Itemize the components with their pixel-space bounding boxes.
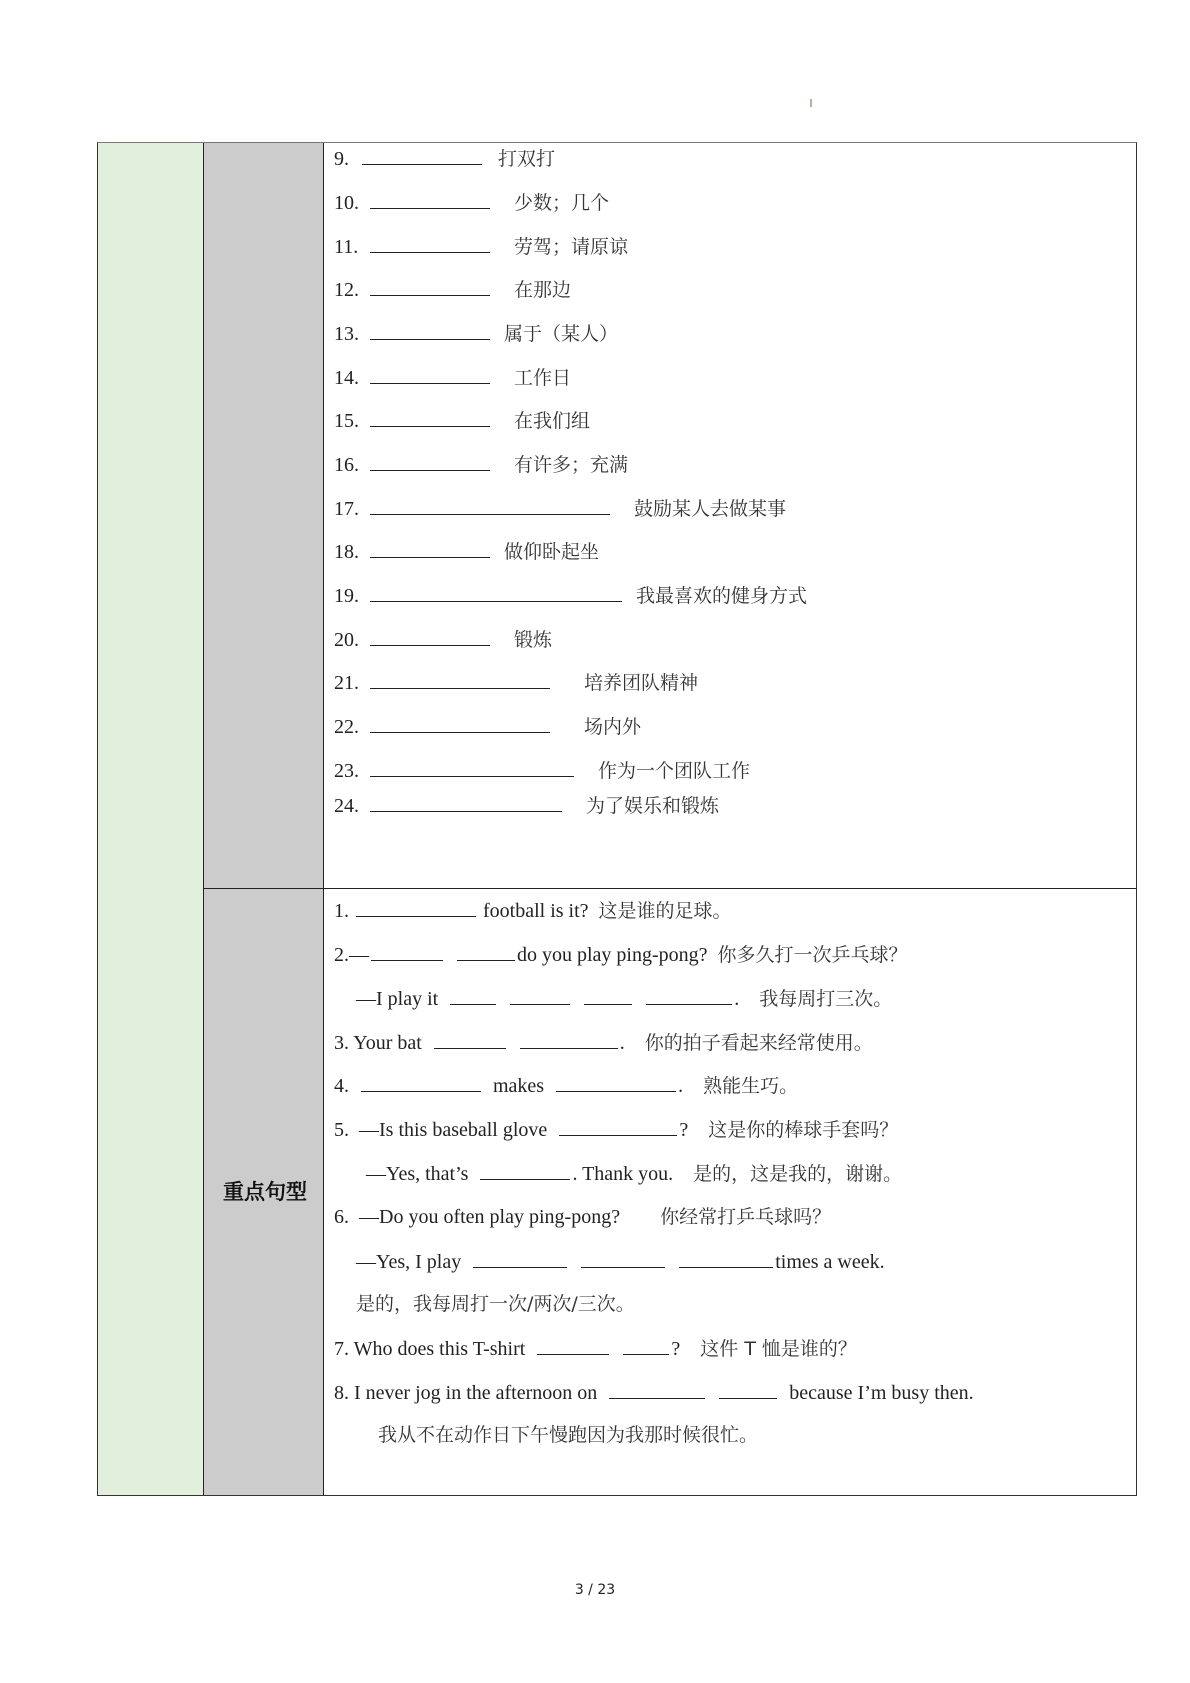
- english-text: ?: [679, 1119, 709, 1141]
- english-text: —Yes, I play: [356, 1251, 472, 1273]
- english-text: 1.: [334, 900, 354, 922]
- english-text: [498, 988, 508, 1010]
- chinese-meaning: 劳驾；请原谅: [514, 236, 629, 258]
- sentence-line: [334, 942, 908, 967]
- item-number: 10.: [334, 192, 359, 214]
- section-divider: [204, 888, 1136, 889]
- answer-blank[interactable]: [434, 1030, 506, 1049]
- item-number: 12.: [334, 279, 359, 301]
- vocab-item: [334, 365, 571, 390]
- answer-blank[interactable]: [371, 942, 443, 961]
- answer-blank[interactable]: [719, 1380, 777, 1399]
- chinese-meaning: 作为一个团队工作: [598, 760, 751, 782]
- item-number: 16.: [334, 454, 359, 476]
- vocab-item: [334, 146, 555, 171]
- english-text: football is it?: [478, 900, 599, 922]
- english-text: 5. —Is this baseball glove: [334, 1119, 558, 1141]
- chinese-meaning: 为了娱乐和锻炼: [586, 795, 720, 817]
- answer-blank[interactable]: [450, 986, 496, 1005]
- item-number: 22.: [334, 716, 359, 738]
- english-text: [569, 1251, 579, 1273]
- answer-blank[interactable]: [370, 234, 490, 253]
- english-text: [611, 1338, 621, 1360]
- answer-blank[interactable]: [370, 452, 490, 471]
- answer-blank[interactable]: [457, 942, 515, 961]
- english-text: [445, 944, 455, 966]
- section-label-key-sentences: 重点句型: [223, 1180, 307, 1204]
- vocab-item: [334, 321, 618, 346]
- english-text: makes: [483, 1075, 555, 1097]
- chinese-meaning: 我最喜欢的健身方式: [636, 585, 808, 607]
- english-text: .: [678, 1075, 704, 1097]
- answer-blank[interactable]: [623, 1336, 669, 1355]
- answer-blank[interactable]: [581, 1249, 665, 1268]
- answer-blank[interactable]: [370, 408, 490, 427]
- vocab-item: [334, 496, 786, 521]
- answer-blank[interactable]: [370, 583, 622, 602]
- answer-blank[interactable]: [473, 1249, 567, 1268]
- answer-blank[interactable]: [609, 1380, 705, 1399]
- english-text: —I play it: [356, 988, 449, 1010]
- answer-blank[interactable]: [370, 321, 490, 340]
- chinese-translation: 是的，这是我的，谢谢。: [693, 1163, 903, 1185]
- vocab-item: [334, 627, 552, 652]
- english-text: [572, 988, 582, 1010]
- english-text: [667, 1251, 677, 1273]
- chinese-translation: 我每周打三次。: [759, 988, 893, 1010]
- vocab-item: [334, 714, 641, 739]
- vocab-item: [334, 793, 719, 818]
- sentence-line: [334, 1380, 974, 1405]
- english-text: 7. Who does this T-shirt: [334, 1338, 536, 1360]
- chinese-translation: 熟能生巧。: [703, 1075, 799, 1097]
- vocab-item: [334, 408, 590, 433]
- english-text: times a week.: [775, 1251, 885, 1273]
- vocab-item: [334, 452, 628, 477]
- chinese-meaning: 属于（某人）: [504, 323, 619, 345]
- sentence-line: [356, 1292, 635, 1316]
- sentence-line: [334, 1073, 798, 1098]
- chinese-meaning: 打双打: [498, 148, 556, 170]
- worksheet-table: [97, 142, 1137, 1496]
- item-number: 13.: [334, 323, 359, 345]
- answer-blank[interactable]: [370, 277, 490, 296]
- sentence-line: [334, 898, 732, 923]
- english-text: because I’m busy then.: [779, 1382, 974, 1404]
- vocab-item: [334, 758, 750, 783]
- english-text: 8. I never jog in the afternoon on: [334, 1382, 608, 1404]
- item-number: 11.: [334, 236, 359, 258]
- chinese-translation: 你经常打乒乓球吗？: [660, 1206, 832, 1228]
- english-text: 3. Your bat: [334, 1032, 432, 1054]
- answer-blank[interactable]: [646, 986, 732, 1005]
- chinese-meaning: 在我们组: [514, 410, 591, 432]
- answer-blank[interactable]: [556, 1073, 676, 1092]
- item-number: 21.: [334, 672, 359, 694]
- vocab-item: [334, 539, 599, 564]
- sentence-line: [334, 1117, 898, 1142]
- answer-blank[interactable]: [370, 190, 490, 209]
- chinese-translation: 这件 T 恤是谁的？: [700, 1338, 857, 1360]
- chinese-translation: 这是你的棒球手套吗？: [708, 1119, 899, 1141]
- answer-blank[interactable]: [356, 898, 476, 917]
- english-text: ?: [671, 1338, 701, 1360]
- category-column: [98, 143, 204, 1495]
- answer-blank[interactable]: [370, 714, 550, 733]
- sentence-line: [334, 1336, 857, 1361]
- sentence-line: [356, 986, 892, 1011]
- answer-blank[interactable]: [370, 793, 562, 812]
- chinese-meaning: 工作日: [514, 367, 572, 389]
- chinese-translation: 是的，我每周打一次/两次/三次。: [356, 1293, 635, 1315]
- chinese-translation: 这是谁的足球。: [598, 900, 732, 922]
- answer-blank[interactable]: [362, 146, 482, 165]
- item-number: 24.: [334, 795, 359, 817]
- item-number: 20.: [334, 629, 359, 651]
- item-number: 14.: [334, 367, 359, 389]
- answer-blank[interactable]: [537, 1336, 609, 1355]
- vocab-item: [334, 277, 571, 302]
- vocab-item: [334, 234, 628, 259]
- item-number: 23.: [334, 760, 359, 782]
- chinese-meaning: 少数；几个: [514, 192, 610, 214]
- answer-blank[interactable]: [370, 496, 610, 515]
- chinese-meaning: 鼓励某人去做某事: [634, 498, 787, 520]
- sentence-line: [356, 1249, 885, 1274]
- chinese-translation: 你的拍子看起来经常使用。: [644, 1032, 873, 1054]
- answer-blank[interactable]: [361, 1073, 481, 1092]
- sentence-line: [366, 1161, 902, 1186]
- vocab-item: [334, 670, 698, 695]
- sentence-line: [334, 1205, 831, 1229]
- answer-blank[interactable]: [370, 539, 490, 558]
- answer-blank[interactable]: [520, 1030, 618, 1049]
- item-number: 15.: [334, 410, 359, 432]
- answer-blank[interactable]: [480, 1161, 570, 1180]
- sentence-line: [378, 1423, 758, 1447]
- english-text: . Thank you.: [572, 1163, 694, 1185]
- english-text: —Yes, that’s: [366, 1163, 479, 1185]
- chinese-meaning: 锻炼: [514, 629, 553, 651]
- answer-blank[interactable]: [370, 670, 550, 689]
- header-mark: [810, 99, 812, 107]
- english-text: 2.—: [334, 944, 369, 966]
- sentence-line: [334, 1030, 873, 1055]
- english-text: do you play ping-pong?: [517, 944, 718, 966]
- item-number: 18.: [334, 541, 359, 563]
- chinese-meaning: 培养团队精神: [584, 672, 699, 694]
- english-text: [634, 988, 644, 1010]
- vocab-item: [334, 583, 807, 608]
- chinese-translation: 我从不在动作日下午慢跑因为我那时候很忙。: [378, 1424, 759, 1446]
- item-number: 19.: [334, 585, 359, 607]
- chinese-meaning: 有许多；充满: [514, 454, 629, 476]
- answer-blank[interactable]: [584, 986, 632, 1005]
- chinese-meaning: 在那边: [514, 279, 572, 301]
- english-text: 4.: [334, 1075, 359, 1097]
- answer-blank[interactable]: [370, 365, 490, 384]
- chinese-translation: 你多久打一次乒乓球？: [717, 944, 908, 966]
- answer-blank[interactable]: [679, 1249, 773, 1268]
- answer-blank[interactable]: [559, 1117, 677, 1136]
- english-text: .: [734, 988, 760, 1010]
- answer-blank[interactable]: [370, 627, 490, 646]
- item-number: 9.: [334, 148, 349, 170]
- section-column: [204, 143, 324, 1495]
- item-number: 17.: [334, 498, 359, 520]
- english-text: .: [619, 1032, 645, 1054]
- answer-blank[interactable]: [370, 758, 574, 777]
- chinese-meaning: 场内外: [584, 716, 642, 738]
- page-number: 3 / 23: [574, 1582, 616, 1598]
- vocab-item: [334, 190, 609, 215]
- english-text: 6. —Do you often play ping-pong?: [334, 1206, 661, 1228]
- answer-blank[interactable]: [510, 986, 570, 1005]
- chinese-meaning: 做仰卧起坐: [504, 541, 600, 563]
- english-text: [707, 1382, 717, 1404]
- english-text: [508, 1032, 518, 1054]
